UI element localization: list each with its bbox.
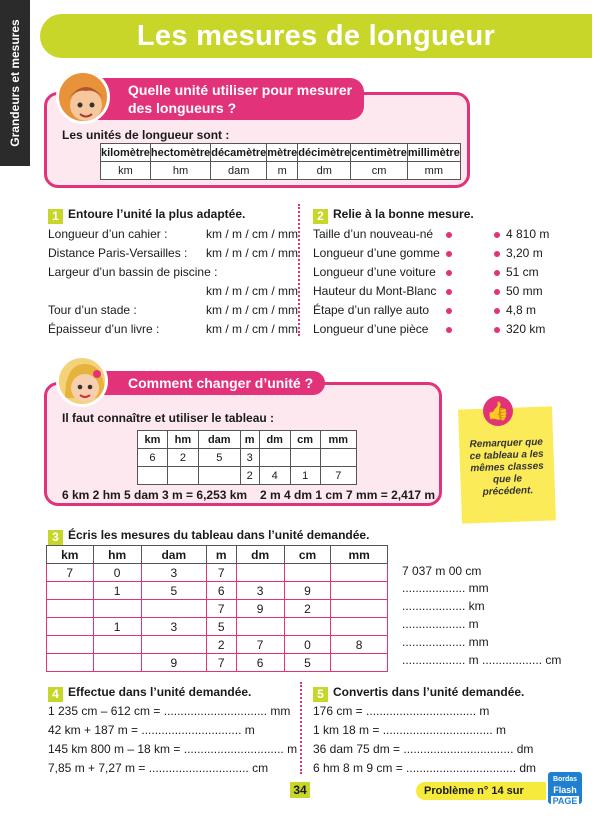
ex2-left-item: Taille d’un nouveau-né bbox=[313, 227, 434, 241]
conv-header: dam bbox=[198, 431, 240, 449]
flashpage-logo-mid: Flash bbox=[553, 785, 577, 795]
ex5-line[interactable]: 1 km 18 m = ................................. m bbox=[313, 723, 507, 737]
conv-cell bbox=[259, 449, 290, 467]
ex2-number: 2 bbox=[313, 209, 328, 224]
conv-header: cm bbox=[290, 431, 320, 449]
chapter-sidebar bbox=[0, 0, 30, 166]
conv-header: mm bbox=[320, 431, 356, 449]
ex3-cell bbox=[236, 618, 284, 636]
ex3-answer: 7 037 m 00 cm bbox=[402, 564, 482, 578]
ex3-answer[interactable]: ................... m bbox=[402, 617, 479, 631]
ex5-line[interactable]: 36 dam 75 dm = ................................. dm bbox=[313, 742, 534, 756]
ex3-cell: 3 bbox=[236, 582, 284, 600]
ex5-number: 5 bbox=[313, 687, 328, 702]
ex3-cell: 2 bbox=[284, 600, 331, 618]
ex3-cell bbox=[47, 618, 94, 636]
ex5-title bbox=[313, 685, 524, 702]
units-intro: Les unités de longueur sont : bbox=[62, 128, 230, 142]
ex1-item-label: Épaisseur d’un livre : bbox=[48, 322, 160, 336]
ex5-line[interactable]: 6 hm 8 m 9 cm = ................................. dm bbox=[313, 761, 537, 775]
ex3-row bbox=[47, 636, 388, 654]
ex3-header: dm bbox=[236, 546, 284, 564]
ex5-title-text: Convertis dans l’unité demandée. bbox=[333, 685, 525, 699]
conv-cell: 5 bbox=[198, 449, 240, 467]
conv-cell: 6 bbox=[138, 449, 168, 467]
ex3-cell bbox=[141, 600, 206, 618]
ex3-cell: 1 bbox=[93, 618, 141, 636]
title-banner bbox=[40, 14, 592, 58]
ex1-item-label: Tour d’un stade : bbox=[48, 303, 137, 317]
ex2-left-dot[interactable] bbox=[446, 308, 452, 314]
ex3-cell: 2 bbox=[206, 636, 236, 654]
ex2-left-dot[interactable] bbox=[446, 251, 452, 257]
ex3-cell bbox=[47, 636, 94, 654]
sticky-note bbox=[458, 406, 556, 523]
ex2-left-item: Longueur d’une pièce bbox=[313, 322, 429, 336]
unit-abbr: dam bbox=[211, 162, 267, 180]
ex2-right-item: 50 mm bbox=[506, 284, 543, 298]
ex3-table bbox=[46, 545, 388, 672]
conversion-row bbox=[138, 449, 357, 467]
ex2-right-item: 3,20 m bbox=[506, 246, 543, 260]
ex3-cell: 9 bbox=[284, 582, 331, 600]
units-name-row bbox=[101, 144, 461, 162]
conversion-heading: Comment changer d’unité ? bbox=[82, 371, 325, 395]
girl-avatar bbox=[56, 355, 108, 407]
conversion-row bbox=[138, 467, 357, 485]
ex3-title bbox=[48, 528, 369, 545]
ex3-row bbox=[47, 654, 388, 672]
conv-cell: 7 bbox=[320, 467, 356, 485]
ex3-answer[interactable]: ................... km bbox=[402, 599, 485, 613]
page-title: Les mesures de longueur bbox=[136, 20, 496, 52]
ex2-left-dot[interactable] bbox=[446, 327, 452, 333]
ex1-item-choices[interactable]: km / m / cm / mm bbox=[206, 284, 298, 298]
ex2-title-text: Relie à la bonne mesure. bbox=[333, 207, 474, 221]
ex3-cell bbox=[47, 582, 94, 600]
ex3-cell: 9 bbox=[141, 654, 206, 672]
ex4-title-text: Effectue dans l’unité demandée. bbox=[68, 685, 252, 699]
unit-name: kilomètre bbox=[101, 144, 151, 162]
conv-cell: 4 bbox=[259, 467, 290, 485]
ex1-item-choices[interactable]: km / m / cm / mm bbox=[206, 246, 298, 260]
ex3-cell: 3 bbox=[141, 618, 206, 636]
ex1-item-choices[interactable]: km / m / cm / mm bbox=[206, 227, 298, 241]
ex2-right-dot[interactable] bbox=[494, 327, 500, 333]
ex3-cell bbox=[284, 564, 331, 582]
ex2-left-item: Hauteur du Mont-Blanc bbox=[313, 284, 437, 298]
conv-header: m bbox=[240, 431, 259, 449]
ex3-cell bbox=[331, 564, 388, 582]
ex3-title-text: Écris les mesures du tableau dans l’unité demandée. bbox=[68, 528, 370, 542]
ex3-cell: 0 bbox=[284, 636, 331, 654]
ex3-header: km bbox=[47, 546, 94, 564]
ex4-ex5-divider bbox=[300, 682, 302, 774]
ex1-number: 1 bbox=[48, 209, 63, 224]
ex3-cell bbox=[47, 654, 94, 672]
conv-header: km bbox=[138, 431, 168, 449]
ex3-cell bbox=[331, 582, 388, 600]
ex2-right-item: 4,8 m bbox=[506, 303, 537, 317]
ex4-number: 4 bbox=[48, 687, 63, 702]
ex1-title-text: Entoure l’unité la plus adaptée. bbox=[68, 207, 246, 221]
ex2-right-item: 4 810 m bbox=[506, 227, 550, 241]
page-number: 34 bbox=[290, 782, 310, 798]
ex3-cell bbox=[93, 600, 141, 618]
unit-abbr: km bbox=[101, 162, 151, 180]
conv-cell bbox=[167, 467, 198, 485]
ex2-right-dot[interactable] bbox=[494, 270, 500, 276]
conv-cell: 2 bbox=[240, 467, 259, 485]
ex3-header: m bbox=[206, 546, 236, 564]
ex2-left-item: Étape d’un rallye auto bbox=[313, 303, 430, 317]
unit-abbr: dm bbox=[298, 162, 351, 180]
ex3-cell: 7 bbox=[206, 654, 236, 672]
ex3-number: 3 bbox=[48, 530, 63, 545]
ex2-left-item: Longueur d’une voiture bbox=[313, 265, 436, 279]
ex3-cell bbox=[331, 618, 388, 636]
flashpage-logo-top: Bordas bbox=[552, 776, 578, 783]
ex1-title bbox=[48, 207, 245, 224]
ex3-cell: 9 bbox=[236, 600, 284, 618]
conv-cell: 1 bbox=[290, 467, 320, 485]
ex5-line[interactable]: 176 cm = ................................. m bbox=[313, 704, 490, 718]
ex3-cell: 7 bbox=[206, 564, 236, 582]
ex2-right-dot[interactable] bbox=[494, 289, 500, 295]
ex4-line[interactable]: 42 km + 187 m = .............................. m bbox=[48, 723, 255, 737]
unit-abbr: cm bbox=[351, 162, 408, 180]
ex4-line[interactable]: 145 km 800 m – 18 km = .............................. m bbox=[48, 742, 298, 756]
ex3-cell: 6 bbox=[206, 582, 236, 600]
ex3-cell: 8 bbox=[331, 636, 388, 654]
unit-name: millimètre bbox=[407, 144, 460, 162]
ex3-cell: 7 bbox=[236, 636, 284, 654]
ex3-cell: 5 bbox=[141, 582, 206, 600]
ex3-header-row bbox=[47, 546, 388, 564]
ex3-cell bbox=[331, 654, 388, 672]
conversion-example-km: 6 km 2 hm 5 dam 3 m = 6,253 km bbox=[62, 488, 248, 502]
conversion-table bbox=[137, 430, 357, 485]
unit-name: mètre bbox=[267, 144, 298, 162]
ex3-cell: 5 bbox=[206, 618, 236, 636]
ex3-row bbox=[47, 618, 388, 636]
unit-name: décamètre bbox=[211, 144, 267, 162]
conversion-header-row bbox=[138, 431, 357, 449]
units-abbr-row bbox=[101, 162, 461, 180]
ex1-item-label: Largeur d’un bassin de piscine : bbox=[48, 265, 218, 279]
ex1-ex2-divider bbox=[298, 204, 300, 336]
ex2-left-dot[interactable] bbox=[446, 289, 452, 295]
ex3-cell: 6 bbox=[236, 654, 284, 672]
conversion-example-m: 2 m 4 dm 1 cm 7 mm = 2,417 m bbox=[260, 488, 436, 502]
ex3-row bbox=[47, 582, 388, 600]
ex3-answer[interactable]: ................... mm bbox=[402, 635, 489, 649]
unit-abbr: m bbox=[267, 162, 298, 180]
ex4-line[interactable]: 1 235 cm – 612 cm = ............................... mm bbox=[48, 704, 291, 718]
ex1-item-label: Longueur d’un cahier : bbox=[48, 227, 168, 241]
ex3-cell bbox=[331, 600, 388, 618]
ex3-cell: 1 bbox=[93, 582, 141, 600]
ex3-cell bbox=[93, 636, 141, 654]
ex2-right-dot[interactable] bbox=[494, 308, 500, 314]
ex3-cell bbox=[93, 654, 141, 672]
ex3-header: hm bbox=[93, 546, 141, 564]
ex3-row bbox=[47, 600, 388, 618]
ex3-header: dam bbox=[141, 546, 206, 564]
ex1-item-label: Distance Paris-Versailles : bbox=[48, 246, 188, 260]
conv-header: dm bbox=[259, 431, 290, 449]
ex2-right-item: 51 cm bbox=[506, 265, 539, 279]
units-heading-line1: Quelle unité utiliser pour mesurer bbox=[128, 82, 353, 98]
conv-header: hm bbox=[167, 431, 198, 449]
unit-name: décimètre bbox=[298, 144, 351, 162]
ex3-cell: 5 bbox=[284, 654, 331, 672]
ex3-answer[interactable]: ................... m .................. cm bbox=[402, 653, 562, 667]
unit-name: centimètre bbox=[351, 144, 408, 162]
thumbs-up-icon: 👍 bbox=[483, 396, 513, 426]
unit-abbr: mm bbox=[407, 162, 460, 180]
ex3-cell: 7 bbox=[47, 564, 94, 582]
ex2-right-dot[interactable] bbox=[494, 251, 500, 257]
boy-avatar bbox=[56, 70, 110, 124]
sticky-note-text: Remarquer que ce tableau a les mêmes classes que le précédent. bbox=[469, 436, 544, 498]
chapter-label: Grandeurs et mesures bbox=[8, 19, 22, 147]
flashpage-logo[interactable] bbox=[548, 772, 582, 804]
conv-cell bbox=[320, 449, 356, 467]
ex3-cell bbox=[236, 564, 284, 582]
ex3-header: cm bbox=[284, 546, 331, 564]
units-heading bbox=[82, 78, 364, 120]
ex3-answer[interactable]: ................... mm bbox=[402, 581, 489, 595]
unit-abbr: hm bbox=[150, 162, 210, 180]
ex3-cell bbox=[284, 618, 331, 636]
conversion-intro: Il faut connaître et utiliser le tableau : bbox=[62, 411, 275, 425]
problem-reference: Problème n° 14 sur bbox=[416, 782, 546, 800]
conv-cell bbox=[138, 467, 168, 485]
ex3-cell bbox=[141, 636, 206, 654]
conv-cell: 2 bbox=[167, 449, 198, 467]
ex3-row bbox=[47, 564, 388, 582]
units-table bbox=[100, 143, 461, 180]
ex2-right-dot[interactable] bbox=[494, 232, 500, 238]
ex3-cell: 0 bbox=[93, 564, 141, 582]
units-heading-line2: des longueurs ? bbox=[128, 100, 237, 116]
conv-cell: 3 bbox=[240, 449, 259, 467]
ex2-left-dot[interactable] bbox=[446, 232, 452, 238]
ex2-right-item: 320 km bbox=[506, 322, 546, 336]
conv-cell bbox=[290, 449, 320, 467]
unit-name: hectomètre bbox=[150, 144, 210, 162]
ex3-cell: 7 bbox=[206, 600, 236, 618]
ex1-item-choices[interactable]: km / m / cm / mm bbox=[206, 322, 298, 336]
ex3-cell: 3 bbox=[141, 564, 206, 582]
ex2-left-dot[interactable] bbox=[446, 270, 452, 276]
ex4-line[interactable]: 7,85 m + 7,27 m = .............................. cm bbox=[48, 761, 269, 775]
flashpage-logo-bot: PAGE bbox=[552, 796, 578, 806]
ex1-item-choices[interactable]: km / m / cm / mm bbox=[206, 303, 298, 317]
ex3-header: mm bbox=[331, 546, 388, 564]
ex3-cell bbox=[47, 600, 94, 618]
ex2-title bbox=[313, 207, 474, 224]
conv-cell bbox=[198, 467, 240, 485]
ex2-left-item: Longueur d’une gomme bbox=[313, 246, 440, 260]
ex4-title bbox=[48, 685, 251, 702]
